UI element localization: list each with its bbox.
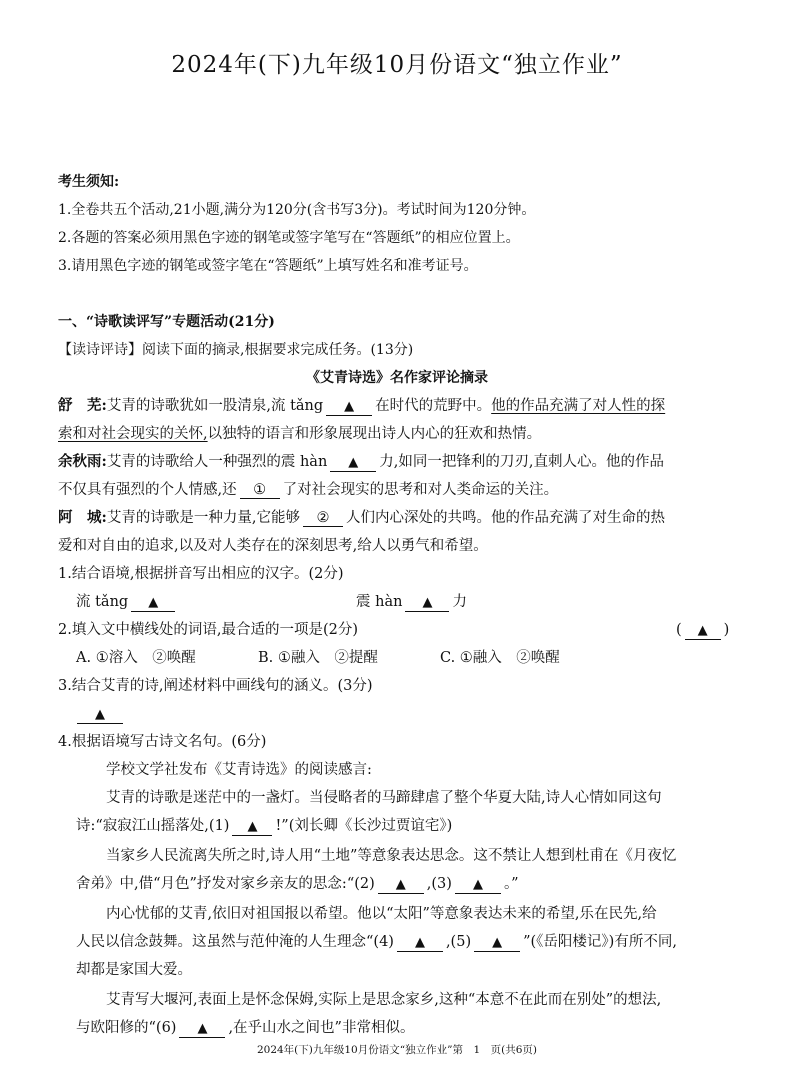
section-subheading: 【读诗评诗】阅读下面的摘录,根据要求完成任务。(13分) bbox=[58, 342, 414, 358]
triangle-icon: ▲ bbox=[472, 877, 483, 892]
question-4: 4.根据语境写古诗文名句。(6分) bbox=[58, 734, 267, 750]
q1-answer-a: 流 tǎng ▲ bbox=[76, 592, 178, 612]
comment-shu-line-1: 舒 芜:艾青的诗歌犹如一股清泉,流 tǎng ▲ 在时代的荒野中。他的作品充满了对人性的探 bbox=[58, 397, 666, 414]
answer-blank bbox=[232, 818, 272, 836]
q4-para-4-line-1: 艾青写大堰河,表面上是怀念保姆,实际上是思念家乡,这种“本意不在此而在别处”的想法, bbox=[106, 992, 662, 1008]
question-3: 3.结合艾青的诗,阐述材料中画线句的涵义。(3分) bbox=[58, 678, 373, 694]
q2-option-b: B. ①融入 ②提醒 bbox=[258, 650, 378, 666]
answer-blank: ① bbox=[240, 482, 280, 499]
question-1: 1.结合语境,根据拼音写出相应的汉字。(2分) bbox=[58, 566, 344, 582]
commenter-name: 余秋雨: bbox=[58, 453, 107, 470]
triangle-icon: ▲ bbox=[95, 707, 105, 722]
commenter-name: 阿 城: bbox=[58, 509, 107, 526]
comment-a-line-2: 爱和对自由的追求,以及对人类存在的深刻思考,给人以勇气和希望。 bbox=[58, 538, 488, 554]
triangle-icon: ▲ bbox=[697, 623, 708, 638]
underlined-sentence: 他的作品充满了对人性的探 bbox=[491, 398, 666, 414]
section-heading: 一、“诗歌读评写”专题活动(21分) bbox=[58, 314, 275, 330]
answer-blank bbox=[179, 1020, 225, 1038]
page-footer: 2024年(下)九年级10月份语文“独立作业”第 1 页(共6页) bbox=[256, 1044, 538, 1056]
notice-item-1: 1.全卷共五个活动,21小题,满分为120分(含书写3分)。考试时间为120分钟。 bbox=[58, 202, 536, 218]
q1-answer-b: 震 hàn ▲ 力 bbox=[356, 594, 467, 610]
triangle-icon: ▲ bbox=[492, 935, 503, 950]
q4-para-2-line-2: 舍弟》中,借“月色”抒发对家乡亲友的思念:“(2) ▲ ,(3) ▲ 。” bbox=[76, 876, 519, 892]
triangle-icon: ▲ bbox=[247, 819, 258, 834]
answer-blank bbox=[378, 876, 424, 894]
answer-blank bbox=[131, 594, 175, 612]
triangle-icon: ▲ bbox=[422, 595, 433, 610]
excerpt-title: 《艾青诗选》名作家评论摘录 bbox=[306, 370, 488, 386]
triangle-icon: ▲ bbox=[414, 935, 425, 950]
q4-para-1-line-1: 艾青的诗歌是迷茫中的一盏灯。当侵略者的马蹄肆虐了整个华夏大陆,诗人心情如同这句 bbox=[106, 790, 662, 806]
q4-para-1-line-2: 诗:“寂寂江山摇落处,(1) ▲ !”(刘长卿《长沙过贾谊宅》) bbox=[76, 818, 453, 834]
triangle-icon: ▲ bbox=[197, 1021, 208, 1036]
answer-blank bbox=[326, 398, 372, 416]
comment-yu-line-2: 不仅具有强烈的个人情感,还 ① 了对社会现实的思考和对人类命运的关注。 bbox=[58, 482, 559, 498]
triangle-icon: ▲ bbox=[344, 399, 355, 414]
answer-blank bbox=[77, 706, 123, 724]
page-title: 2024年(下)九年级10月份语文“独立作业” bbox=[171, 52, 623, 78]
answer-blank bbox=[685, 622, 721, 640]
question-2: 2.填入文中横线处的词语,最合适的一项是(2分) bbox=[58, 622, 358, 638]
q2-option-c: C. ①融入 ②唤醒 bbox=[440, 650, 560, 666]
comment-yu-line-1: 余秋雨:艾青的诗歌给人一种强烈的震 hàn ▲ 力,如同一把锋利的刀刃,直刺人心。他的作品 bbox=[58, 453, 665, 470]
triangle-icon: ▲ bbox=[148, 595, 159, 610]
q4-para-4-line-2: 与欧阳修的“(6) ▲ ,在乎山水之间也”非常相似。 bbox=[76, 1020, 415, 1036]
notice-heading: 考生须知: bbox=[58, 174, 120, 190]
triangle-icon: ▲ bbox=[348, 455, 359, 470]
q4-para-3-line-1: 内心忧郁的艾青,依旧对祖国报以希望。他以“太阳”等意象表达未来的希望,乐在民先,给 bbox=[106, 906, 657, 922]
q2-answer-paren: ( ▲ ) bbox=[676, 622, 730, 638]
comment-a-line-1: 阿 城:艾青的诗歌是一种力量,它能够 ② 人们内心深处的共鸣。他的作品充满了对生命的热 bbox=[58, 509, 665, 526]
answer-blank bbox=[405, 594, 449, 612]
q4-para-2-line-1: 当家乡人民流离失所之时,诗人用“土地”等意象表达思念。这不禁让人想到杜甫在《月夜忆 bbox=[106, 848, 677, 864]
q2-option-a: A. ①溶入 ②唤醒 bbox=[76, 650, 196, 666]
notice-item-3: 3.请用黑色字迹的钢笔或签字笔在“答题纸”上填写姓名和准考证号。 bbox=[58, 258, 478, 274]
answer-blank bbox=[397, 934, 443, 952]
answer-blank bbox=[455, 876, 501, 894]
answer-blank bbox=[330, 454, 376, 472]
q4-para-3-line-2: 人民以信念鼓舞。这虽然与范仲淹的人生理念“(4) ▲ ,(5) ▲ ”(《岳阳楼记》)有所不同, bbox=[76, 934, 677, 950]
q4-intro: 学校文学社发布《艾青诗选》的阅读感言: bbox=[106, 762, 372, 778]
q3-answer bbox=[74, 704, 126, 724]
notice-item-2: 2.各题的答案必须用黑色字迹的钢笔或签字笔写在“答题纸”的相应位置上。 bbox=[58, 230, 520, 246]
q4-para-3-line-3: 却都是家国大爱。 bbox=[76, 962, 192, 978]
commenter-name: 舒 芜: bbox=[58, 397, 107, 414]
answer-blank: ② bbox=[303, 510, 343, 527]
triangle-icon: ▲ bbox=[395, 877, 406, 892]
underlined-sentence: 索和对社会现实的关怀, bbox=[58, 426, 208, 442]
answer-blank bbox=[474, 934, 520, 952]
comment-shu-line-2: 索和对社会现实的关怀,以独特的语言和形象展现出诗人内心的狂欢和热情。 bbox=[58, 426, 542, 442]
